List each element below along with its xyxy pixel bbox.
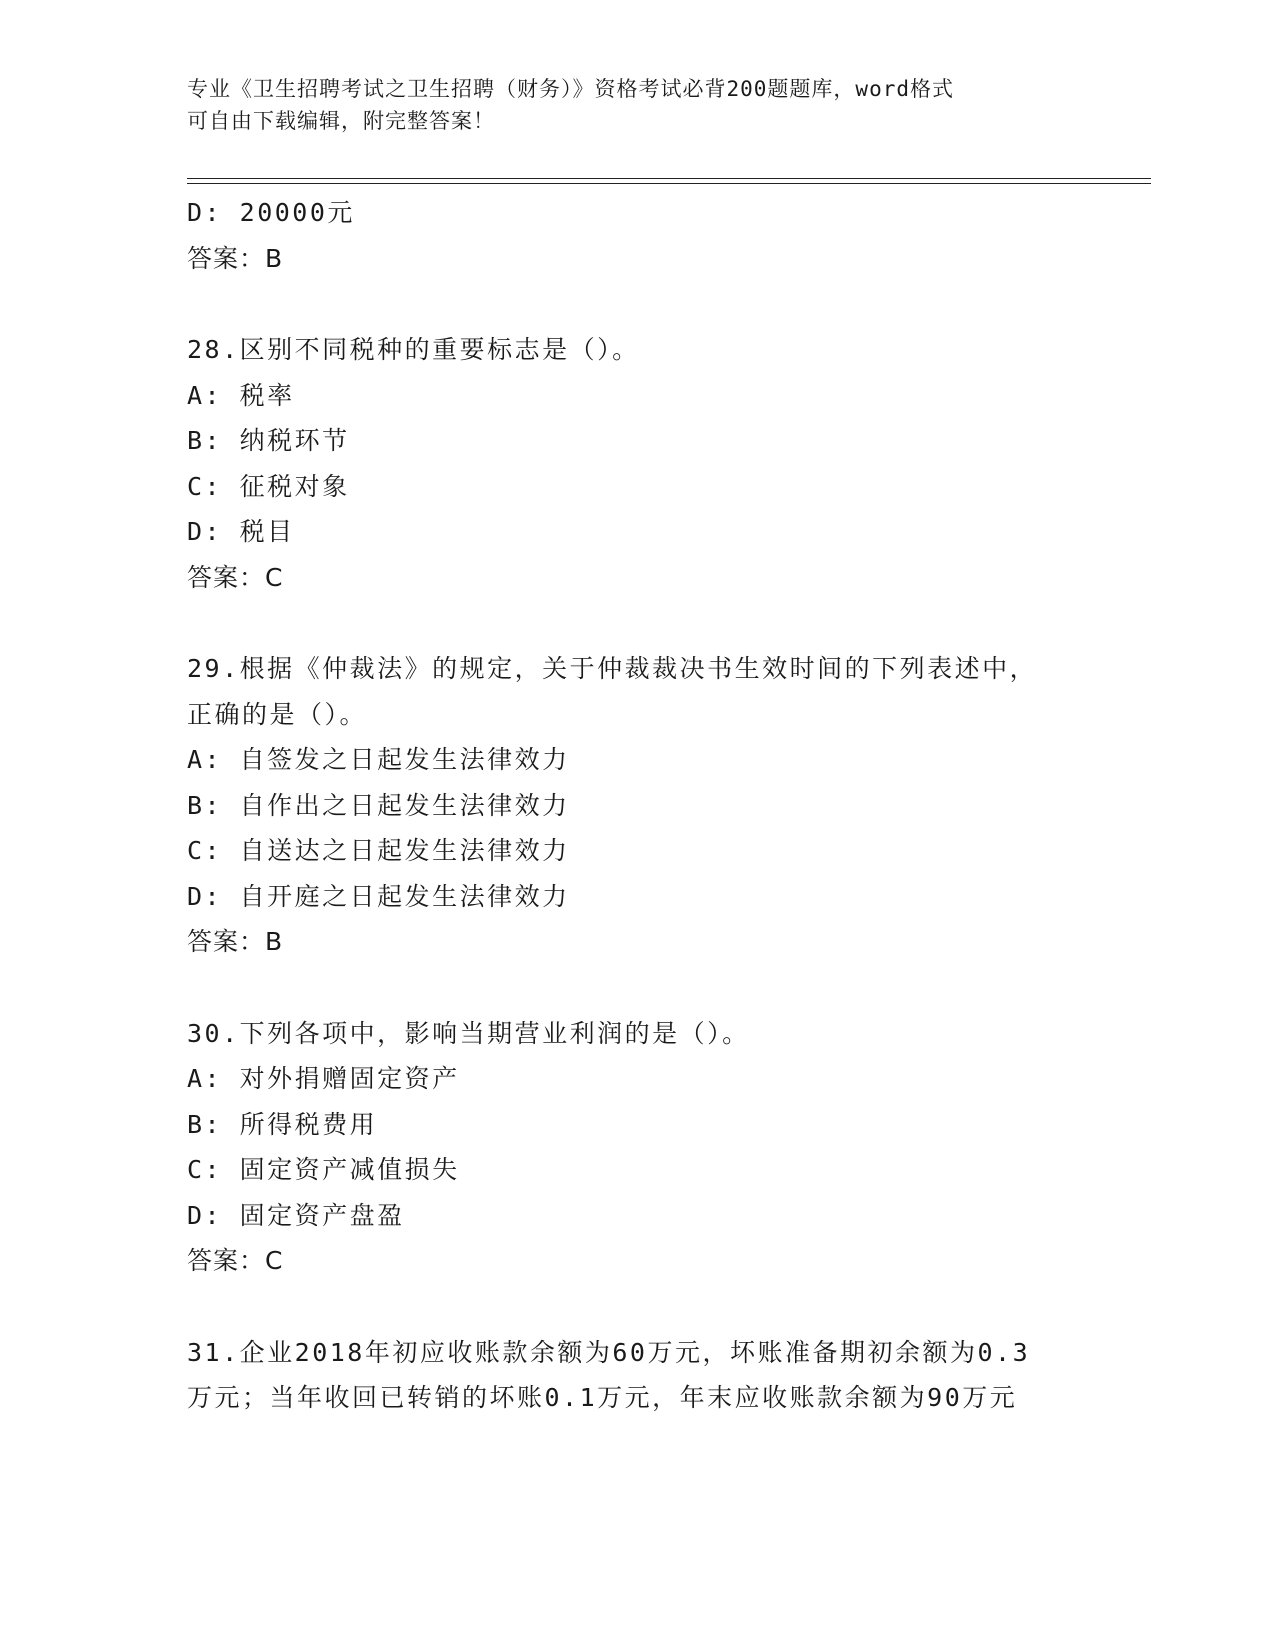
spacer (187, 281, 1087, 327)
option-a: A: 对外捐赠固定资产 (187, 1064, 460, 1093)
spacer (187, 1284, 1087, 1330)
header-line-2: 可自由下载编辑，附完整答案！ (187, 109, 495, 133)
header-line-1: 专业《卫生招聘考试之卫生招聘（财务）》资格考试必背200题题库，word格式 (187, 77, 954, 101)
answer: 答案：B (187, 927, 284, 956)
question-text-cont: 万元；当年收回已转销的坏账0.1万元，年末应收账款余额为90万元 (187, 1383, 1018, 1412)
prev-option-d: D: 20000元 (187, 198, 355, 227)
option-c: C: 自送达之日起发生法律效力 (187, 836, 570, 865)
prev-answer: 答案：B (187, 243, 284, 273)
question-31 (187, 1330, 1087, 1421)
header-rule-top (187, 178, 1151, 179)
option-b: B: 自作出之日起发生法律效力 (187, 790, 570, 820)
question-29 (187, 646, 1087, 965)
option-a: A: 税率 (187, 380, 295, 410)
question-text: 30.下列各项中，影响当期营业利润的是（）。 (187, 1018, 750, 1048)
option-c: C: 固定资产减值损失 (187, 1155, 460, 1184)
answer: 答案：C (187, 562, 284, 592)
question-content (187, 190, 1087, 1421)
document-header (187, 73, 1067, 137)
option-d: D: 固定资产盘盈 (187, 1200, 405, 1230)
question-28 (187, 327, 1087, 600)
question-text: 31.企业2018年初应收账款余额为60万元，坏账准备期初余额为0.3 (187, 1337, 1031, 1367)
question-text: 28.区别不同税种的重要标志是（）。 (187, 335, 640, 364)
question-30 (187, 1011, 1087, 1284)
question-text-cont: 正确的是（）。 (187, 699, 368, 729)
option-b: B: 纳税环节 (187, 426, 350, 455)
question-text: 29.根据《仲裁法》的规定，关于仲裁裁决书生效时间的下列表述中， (187, 654, 1038, 683)
spacer (187, 600, 1087, 646)
option-b: B: 所得税费用 (187, 1109, 378, 1139)
option-d: D: 自开庭之日起发生法律效力 (187, 881, 570, 911)
option-a: A: 自签发之日起发生法律效力 (187, 745, 570, 774)
header-rule-bottom (187, 183, 1151, 184)
spacer (187, 965, 1087, 1011)
option-c: C: 征税对象 (187, 471, 350, 501)
answer: 答案：C (187, 1246, 284, 1275)
option-d: D: 税目 (187, 517, 295, 546)
